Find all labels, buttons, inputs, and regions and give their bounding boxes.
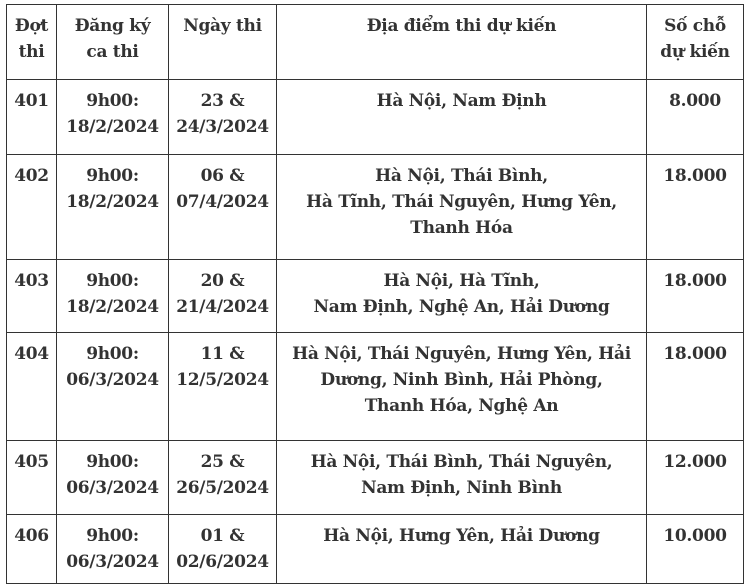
cell-dang-ky: 9h00: 06/3/2024 <box>57 441 169 515</box>
header-dot-thi: Đợt thi <box>7 5 57 80</box>
table-row <box>7 515 744 584</box>
header-so-cho-du-kien: Số chỗ dự kiến <box>647 5 744 80</box>
cell-so-cho: 10.000 <box>647 515 744 584</box>
cell-ngay-thi: 11 & 12/5/2024 <box>169 333 277 441</box>
cell-dang-ky: 9h00: 06/3/2024 <box>57 515 169 584</box>
cell-dang-ky: 9h00: 18/2/2024 <box>57 80 169 155</box>
header-dang-ky-ca-thi: Đăng ký ca thi <box>57 5 169 80</box>
cell-dang-ky: 9h00: 18/2/2024 <box>57 155 169 260</box>
cell-ngay-thi: 20 & 21/4/2024 <box>169 260 277 333</box>
cell-so-cho: 18.000 <box>647 155 744 260</box>
table-row <box>7 260 744 333</box>
table-header-row <box>7 5 744 80</box>
header-dia-diem-thi: Địa điểm thi dự kiến <box>277 5 647 80</box>
header-ngay-thi: Ngày thi <box>169 5 277 80</box>
cell-ngay-thi: 01 & 02/6/2024 <box>169 515 277 584</box>
cell-so-cho: 18.000 <box>647 260 744 333</box>
cell-dot-thi: 406 <box>7 515 57 584</box>
cell-dot-thi: 403 <box>7 260 57 333</box>
table-row <box>7 80 744 155</box>
cell-dia-diem: Hà Nội, Nam Định <box>277 80 647 155</box>
table-row <box>7 333 744 441</box>
cell-so-cho: 18.000 <box>647 333 744 441</box>
cell-ngay-thi: 06 & 07/4/2024 <box>169 155 277 260</box>
cell-dang-ky: 9h00: 06/3/2024 <box>57 333 169 441</box>
cell-dot-thi: 405 <box>7 441 57 515</box>
exam-schedule-table <box>6 4 744 584</box>
cell-dia-diem: Hà Nội, Thái Nguyên, Hưng Yên, Hải Dương, Ninh Bình, Hải Phòng, Thanh Hóa, Nghệ An <box>277 333 647 441</box>
table-wrapper <box>6 4 744 584</box>
cell-ngay-thi: 23 & 24/3/2024 <box>169 80 277 155</box>
cell-dot-thi: 402 <box>7 155 57 260</box>
cell-dang-ky: 9h00: 18/2/2024 <box>57 260 169 333</box>
cell-so-cho: 12.000 <box>647 441 744 515</box>
cell-so-cho: 8.000 <box>647 80 744 155</box>
cell-dot-thi: 401 <box>7 80 57 155</box>
cell-dia-diem: Hà Nội, Hưng Yên, Hải Dương <box>277 515 647 584</box>
cell-ngay-thi: 25 & 26/5/2024 <box>169 441 277 515</box>
cell-dia-diem: Hà Nội, Thái Bình, Thái Nguyên, Nam Định, Ninh Bình <box>277 441 647 515</box>
table-row <box>7 441 744 515</box>
cell-dia-diem: Hà Nội, Thái Bình, Hà Tĩnh, Thái Nguyên, Hưng Yên, Thanh Hóa <box>277 155 647 260</box>
cell-dot-thi: 404 <box>7 333 57 441</box>
cell-dia-diem: Hà Nội, Hà Tĩnh, Nam Định, Nghệ An, Hải Dương <box>277 260 647 333</box>
table-row <box>7 155 744 260</box>
